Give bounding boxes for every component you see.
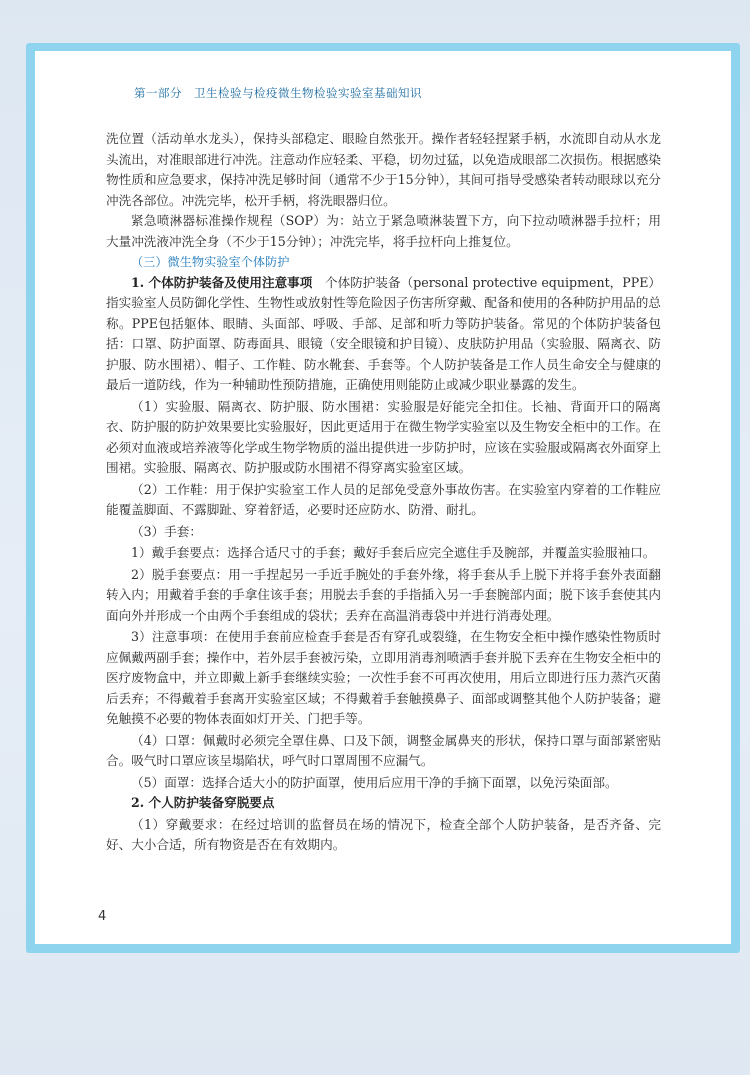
body-text (106, 129, 661, 856)
running-header (134, 85, 671, 101)
header-part-label: 第一部分 (134, 86, 182, 100)
subsection-heading: 2. 个人防护装备穿脱要点 (131, 795, 275, 810)
page-number: 4 (98, 909, 107, 924)
paragraph: （1）实验服、隔离衣、防护服、防水围裙：实验服是好能完全扣住。长袖、背面开口的隔离衣、防护服的防护效果要比实验服好，因此更适用于在微生物学实验室以及生物安全柜中的工作。在必须对血液或培养液等化学或生物学物质的溢出提供进一步防护时，应该在实验服或隔离衣外面穿上围裙。实验服、隔离衣、防护服或防水围裙不得穿离实验室区域。 (106, 398, 661, 475)
paragraph: （5）面罩：选择合适大小的防护面罩，使用后应用干净的手摘下面罩，以免污染面部。 (131, 774, 618, 790)
paragraph: 2）脱手套要点：用一手捏起另一手近手腕处的手套外缘，将手套从手上脱下并将手套外表面翻转入内；用戴着手套的手拿住该手套；用脱去手套的手指插入另一手套腕部内面；脱下该手套使其内面向外并形成一个由两个手套组成的袋状；丢弃在高温消毒袋中并进行消毒处理。 (106, 566, 661, 623)
paragraph: 洗位置（活动单水龙头），保持头部稳定、眼睑自然张开。操作者轻轻捏紧手柄，水流即自动从水龙头流出，对准眼部进行冲洗。注意动作应轻柔、平稳，切勿过猛，以免造成眼部二次损伤。根据感染物性质和应急要求，保持冲洗足够时间（通常不少于15分钟），其间可指导受感染者转动眼球以充分冲洗各部位。冲洗完毕，松开手柄，将洗眼器归位。 (106, 131, 661, 208)
paragraph-text: 个体防护装备（personal protective equipment，PPE）指实验室人员防御化学性、生物性或放射性等危险因子伤害所穿戴、配备和使用的各种防护用品的总称。PPE包括躯体、眼睛、头面部、呼吸、手部、足部和听力等防护装备。常见的个体防护装备包括：口罩、防护面罩、防毒面具、眼镜（安全眼镜和护目镜）、皮肤防护用品（实验服、隔离衣、防护服、防水围裙）、帽子、工作鞋、防水靴套、手套等。个人防护装备是工作人员生命安全与健康的最后一道防线，作为一种辅助性预防措施，正确使用则能防止或减少职业暴露的发生。 (106, 274, 661, 392)
header-chapter-title: 卫生检验与检疫微生物检验实验室基础知识 (194, 86, 422, 100)
section-heading: （三）微生物实验室个体防护 (131, 255, 290, 269)
document-page (35, 51, 731, 944)
paragraph: （2）工作鞋：用于保护实验室工作人员的足部免受意外事故伤害。在实验室内穿着的工作鞋应能覆盖脚面、不露脚趾、穿着舒适，必要时还应防水、防滑、耐扎。 (106, 481, 661, 517)
paragraph: （4）口罩：佩戴时必须完全罩住鼻、口及下颌，调整金属鼻夹的形状，保持口罩与面部紧密贴合。吸气时口罩应该呈塌陷状，呼气时口罩周围不应漏气。 (106, 732, 661, 768)
paragraph: （1）穿戴要求：在经过培训的监督员在场的情况下，检查全部个人防护装备，是否齐备、完好、大小合适，所有物资是否在有效期内。 (106, 816, 661, 852)
paragraph: 1）戴手套要点：选择合适尺寸的手套；戴好手套后应完全遮住手及腕部，并覆盖实验服袖口。 (131, 545, 656, 560)
subsection-heading: 1. 个体防护装备及使用注意事项 (131, 274, 313, 290)
paragraph: 紧急喷淋器标准操作规程（SOP）为：站立于紧急喷淋装置下方，向下拉动喷淋器手拉杆；用大量冲洗液冲洗全身（不少于15分钟）；冲洗完毕，将手拉杆向上推复位。 (106, 213, 661, 249)
paragraph (106, 273, 661, 396)
paragraph: 3）注意事项：在使用手套前应检查手套是否有穿孔或裂缝，在生物安全柜中操作感染性物质时应佩戴两副手套；操作中，若外层手套被污染，立即用消毒剂喷洒手套并脱下丢弃在生物安全柜中的医疗废物盒中，并立即戴上新手套继续实验；一次性手套不可再次使用，用后立即进行压力蒸汽灭菌后丢弃；不得戴着手套离开实验室区域；不得戴着手套触摸鼻子、面部或调整其他个人防护装备；避免触摸不必要的物体表面如灯开关、门把手等。 (106, 629, 661, 726)
paragraph: （3）手套： (131, 523, 202, 539)
